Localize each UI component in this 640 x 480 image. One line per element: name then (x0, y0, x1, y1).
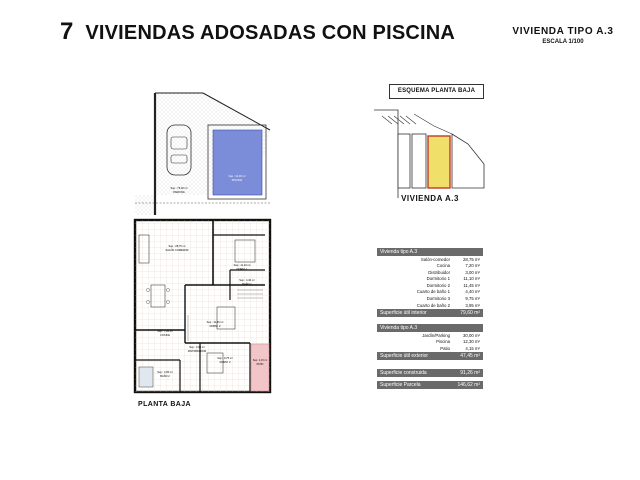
site-scheme (374, 104, 488, 198)
row-value: 7,20 m² (465, 263, 480, 269)
table-row (377, 256, 483, 263)
scheme-house-label: VIVIENDA A.3 (401, 194, 459, 203)
plot-area-bar (377, 381, 483, 389)
table-row (377, 302, 483, 309)
distrib-area-label: Sup.: 3,00 m² (189, 346, 205, 349)
distrib-name: DISTRIBUIDOR (187, 350, 207, 353)
kitchen-area-label: Sup.: 7,20 m² (157, 330, 173, 333)
plot-area-label: Superficie Parcela (380, 382, 421, 388)
parking-name: PARKING (173, 191, 185, 194)
table-row (377, 296, 483, 303)
row-value: 28,75 m² (463, 256, 480, 262)
bed1-area-label: Sup.: 11,10 m² (233, 264, 251, 267)
bed2-name: DORM. 2 (209, 325, 221, 328)
row-label: Piscina (436, 339, 450, 345)
table-row (377, 282, 483, 289)
row-label: Salón-comedor (420, 256, 450, 262)
scale-label: ESCALA 1/100 (542, 39, 584, 45)
total-label: Superficie útil interior (380, 309, 427, 316)
bed3-name: DORM. 3 (219, 361, 231, 364)
table-row (377, 276, 483, 283)
exterior-table-header: Vivienda tipo A.3 (377, 324, 483, 332)
table-row (377, 289, 483, 296)
pool-area-label: Sup.: 12,30 m² (228, 175, 246, 178)
parking-area-label: Sup.: 76,00 m² (170, 187, 188, 190)
title-text: VIVIENDAS ADOSADAS CON PISCINA (85, 22, 456, 44)
row-label: Cocina (436, 263, 450, 269)
row-value: 4,15 m² (465, 345, 480, 351)
row-label: Jardín/Parking (422, 332, 450, 338)
table-row (377, 269, 483, 276)
plot-area-value: 146,62 m² (457, 382, 480, 388)
built-area-value: 91,26 m² (460, 370, 480, 376)
plan-label: PLANTA BAJA (138, 401, 192, 408)
exterior-area-table (377, 324, 483, 360)
total-value: 79,60 m² (460, 309, 480, 316)
highlighted-house (428, 136, 450, 188)
row-value: 12,30 m² (463, 339, 480, 345)
house-type-block (498, 26, 628, 45)
built-area-bar (377, 369, 483, 377)
house-type-title: VIVIENDA TIPO A.3 (512, 26, 614, 37)
row-value: 9,75 m² (465, 296, 480, 302)
bath1-area-label: Sup.: 4,40 m² (239, 279, 255, 282)
scheme-title: ESQUEMA PLANTA BAJA (389, 84, 484, 99)
row-value: 11,45 m² (463, 282, 480, 288)
living-area-label: Sup.: 28,75 m² (168, 245, 186, 248)
row-label: Cuarto de baño 2 (416, 302, 450, 308)
table-row (377, 332, 483, 339)
interior-table-header: Vivienda tipo A.3 (377, 248, 483, 256)
table-row (377, 345, 483, 352)
patio-name: PATIO (256, 363, 264, 366)
bed2-area-label: Sup.: 11,45 m² (206, 321, 224, 324)
bed3-area-label: Sup.: 9,75 m² (217, 357, 233, 360)
table-row (377, 339, 483, 346)
row-value: 4,40 m² (465, 289, 480, 295)
patio (251, 344, 269, 391)
bath1-name: BAÑO 1 (242, 283, 252, 286)
row-label: Dormitorio 2 (426, 282, 450, 288)
row-label: Dormitorio 1 (426, 276, 450, 282)
interior-total-row (377, 309, 483, 317)
pool (213, 130, 262, 195)
bath2-area-label: Sup.: 3,95 m² (157, 371, 173, 374)
bed1-name: DORM. 1 (236, 268, 248, 271)
table-row (377, 263, 483, 270)
row-label: Cuarto de baño 1 (416, 289, 450, 295)
page-title (60, 18, 455, 46)
bath2-name: BAÑO 2 (160, 375, 170, 378)
exterior-total-row (377, 352, 483, 360)
row-label: Patio (440, 345, 450, 351)
pool-name: PISCINA (231, 179, 243, 182)
floor-plan (125, 85, 315, 405)
living-name: SALÓN COMEDOR (165, 249, 189, 252)
row-value: 3,00 m² (465, 269, 480, 275)
title-number: 7 (60, 18, 74, 45)
built-area-label: Superficie construida (380, 370, 427, 376)
total-label: Superficie útil exterior (380, 352, 429, 359)
patio-area-label: Sup.: 4,15 m² (252, 359, 268, 362)
row-value: 30,00 m² (463, 332, 480, 338)
row-label: Distribuidor (428, 269, 450, 275)
kitchen-name: COCINA (159, 334, 171, 337)
interior-area-table (377, 248, 483, 317)
total-value: 47,45 m² (460, 352, 480, 359)
row-value: 3,95 m² (465, 302, 480, 308)
row-value: 11,10 m² (463, 276, 480, 282)
row-label: Dormitorio 3 (426, 296, 450, 302)
